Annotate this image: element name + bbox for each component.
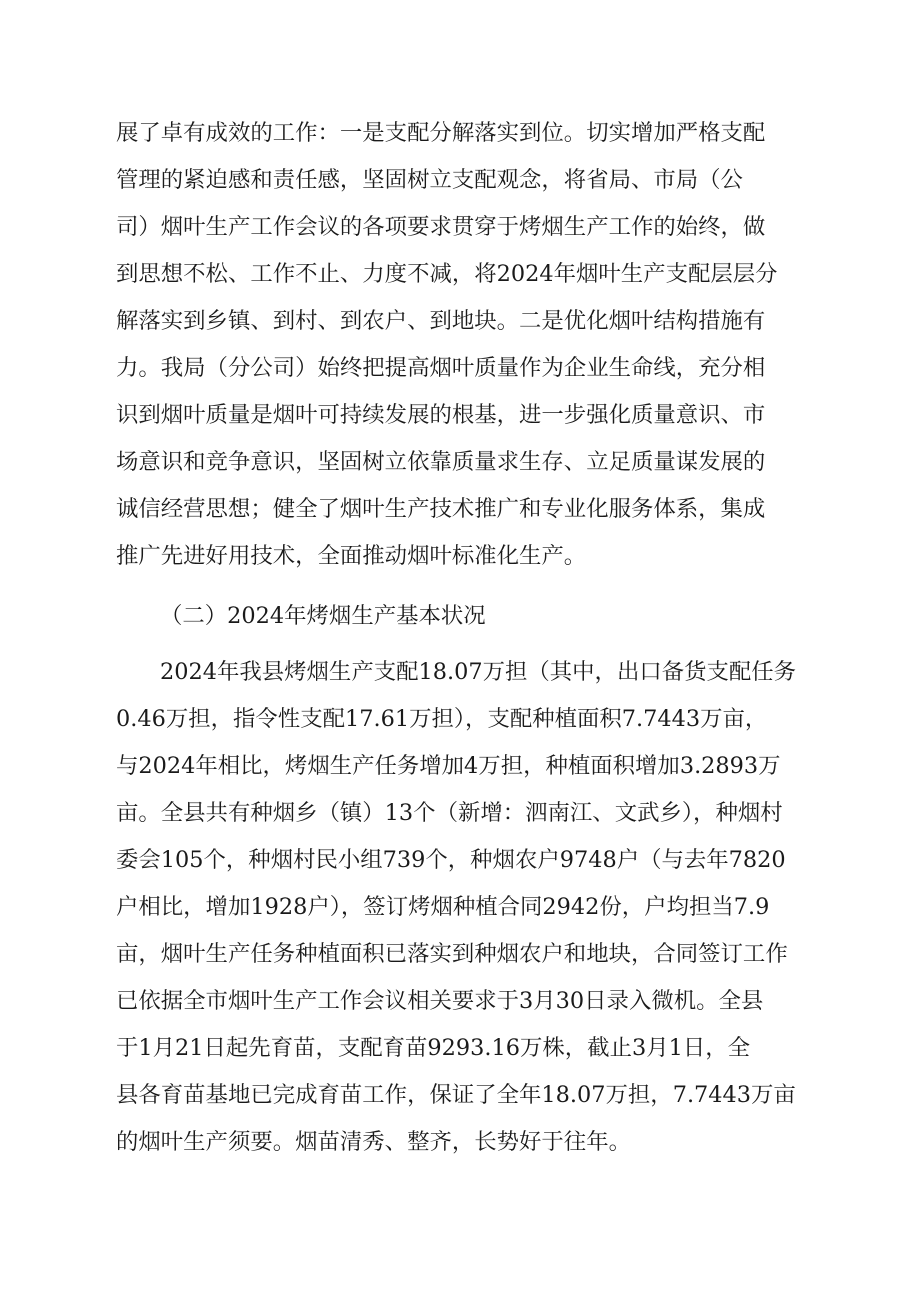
text-line: 亩。全县共有种烟乡（镇）13个（新增：泗南江、文武乡），种烟村 xyxy=(116,800,783,826)
text-line: 已依据全市烟叶生产工作会议相关要求于3月30日录入微机。全县 xyxy=(116,988,764,1014)
text-line: 委会105个，种烟村民小组739个，种烟农户9748户（与去年7820 xyxy=(116,847,786,873)
text-line: 与2024年相比，烤烟生产任务增加4万担，种植面积增加3.2893万 xyxy=(116,753,781,779)
text-line: 的烟叶生产须要。烟苗清秀、整齐，长势好于往年。 xyxy=(116,1129,631,1155)
text-line: 解落实到乡镇、到村、到农户、到地块。二是优化烟叶结构措施有 xyxy=(116,308,766,334)
text-line: 于1月21日起先育苗，支配育苗9293.16万株，截止3月1日，全 xyxy=(116,1035,751,1061)
text-line: 诚信经营思想；健全了烟叶生产技术推广和专业化服务体系，集成 xyxy=(116,496,766,522)
text-line: 户相比，增加1928户），签订烤烟种植合同2942份，户均担当7.9 xyxy=(116,894,770,920)
text-line: 司）烟叶生产工作会议的各项要求贯穿于烤烟生产工作的始终，做 xyxy=(116,214,766,240)
text-line: 管理的紧迫感和责任感，坚固树立支配观念，将省局、市局（公 xyxy=(116,167,743,193)
section-heading: （二）2024年烤烟生产基本状况 xyxy=(160,603,486,629)
text-line: 展了卓有成效的工作：一是支配分解落实到位。切实增加严格支配 xyxy=(116,120,766,146)
text-line: 识到烟叶质量是烟叶可持续发展的根基，进一步强化质量意识、市 xyxy=(116,402,766,428)
text-line: 推广先进好用技术，全面推动烟叶标准化生产。 xyxy=(116,543,587,569)
text-line: 0.46万担，指令性支配17.61万担），支配种植面积7.7443万亩， xyxy=(116,706,768,732)
text-line: 到思想不松、工作不止、力度不减，将2024年烟叶生产支配层层分 xyxy=(116,261,778,287)
text-line: 2024年我县烤烟生产支配18.07万担（其中，出口备货支配任务 xyxy=(160,659,797,685)
text-line: 力。我局（分公司）始终把提高烟叶质量作为企业生命线，充分相 xyxy=(116,355,766,381)
text-line: 县各育苗基地已完成育苗工作，保证了全年18.07万担，7.7443万亩 xyxy=(116,1082,796,1108)
text-line: 亩，烟叶生产任务种植面积已落实到种烟农户和地块，合同签订工作 xyxy=(116,941,788,967)
text-line: 场意识和竞争意识，坚固树立依靠质量求生存、立足质量谋发展的 xyxy=(116,449,766,475)
